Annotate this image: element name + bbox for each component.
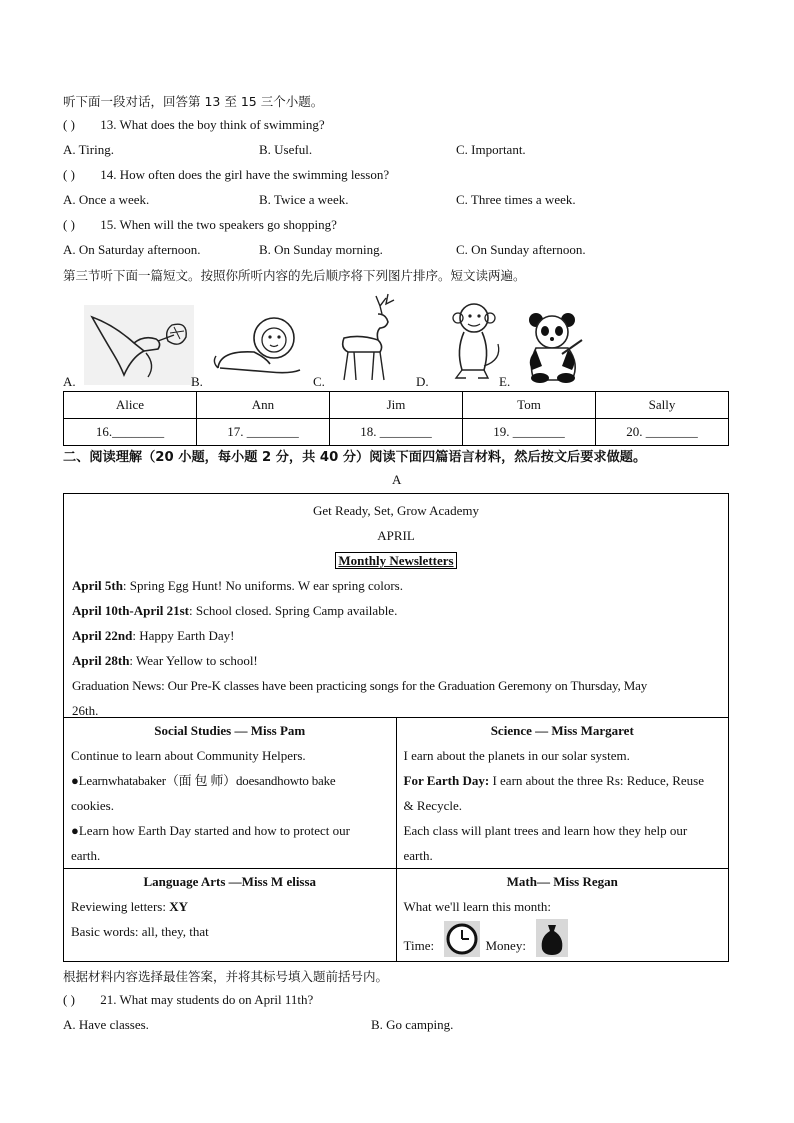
social-studies-cell — [64, 718, 397, 869]
science-line: & Recycle. — [403, 798, 462, 813]
picture-letter-e: E. — [499, 374, 511, 389]
q14-option-b: B. Twice a week. — [259, 192, 349, 207]
graduation-news-cont: 26th. — [72, 703, 99, 718]
q21-option-b: B. Go camping. — [371, 1017, 454, 1032]
q21-option-a: A. Have classes. — [63, 1017, 149, 1032]
social-line: earth. — [71, 848, 101, 863]
picture-letter-d: D. — [416, 374, 429, 389]
language-line: Basic words: all, they, that — [71, 924, 209, 939]
event-text: : Happy Earth Day! — [132, 628, 235, 643]
science-line — [404, 768, 722, 793]
question-15 — [63, 217, 337, 233]
choose-instructions: 根据材料内容选择最佳答案，并将其标号填入题前括号内。 — [63, 969, 389, 984]
deer-icon — [330, 292, 410, 384]
answer-name: Ann — [197, 392, 330, 419]
earth-day-label: For Earth Day: — [403, 773, 490, 788]
event-april-28 — [64, 648, 728, 673]
language-line — [71, 894, 389, 919]
answer-name: Jim — [330, 392, 463, 419]
event-date: April 5th — [72, 578, 123, 593]
question-14 — [63, 167, 389, 183]
question-21-text: 21. What may students do on April 11th? — [100, 992, 314, 1007]
q14-option-a: A. Once a week. — [63, 192, 150, 207]
q13-option-a: A. Tiring. — [63, 142, 114, 157]
graduation-news: Graduation News: Our Pre-K classes have been practicing songs for the Graduation Geremony on Thursday, May — [72, 678, 648, 693]
science-line: I earn about the planets in our solar system. — [403, 748, 630, 763]
event-date: April 28th — [72, 653, 130, 668]
school-name: Get Ready, Set, Grow Academy — [313, 503, 479, 518]
science-line: Each class will plant trees and learn how they help our — [403, 823, 688, 838]
picture-letter-a: A. — [63, 374, 76, 389]
q15-option-b: B. On Sunday morning. — [259, 242, 383, 257]
answer-name: Sally — [596, 392, 729, 419]
math-cell — [396, 869, 729, 962]
q15-option-a: A. On Saturday afternoon. — [63, 242, 201, 257]
question-14-text: 14. How often does the girl have the swimming lesson? — [100, 167, 390, 182]
picture-letter-b: B. — [191, 374, 203, 389]
money-bag-icon — [536, 919, 568, 957]
reading-heading: 二、阅读理解（20 小题，每小题 2 分，共 40 分）阅读下面四篇语言材料，然后按文后要求做题。 — [63, 450, 647, 465]
event-text: : School closed. Spring Camp available. — [189, 603, 398, 618]
question-15-text: 15. When will the two speakers go shopping? — [100, 217, 337, 232]
picture-letter-c: C. — [313, 374, 325, 389]
q13-option-b: B. Useful. — [259, 142, 313, 157]
part3-instructions: 第三节听下面一篇短文。按照你所听内容的先后顺序将下列图片排序。短文读两遍。 — [63, 268, 526, 283]
answer-blank-17[interactable]: 17. ________ — [197, 419, 330, 446]
question-21 — [63, 992, 313, 1008]
language-arts-title: Language Arts —Miss M elissa — [143, 874, 317, 889]
social-line: ●Learnwhatabaker（面 包 师）doesandhowto bake — [71, 773, 336, 788]
event-text: : Wear Yellow to school! — [129, 653, 258, 668]
science-line: earth. — [403, 848, 433, 863]
event-april-5 — [64, 573, 728, 598]
answer-name: Tom — [463, 392, 596, 419]
social-studies-title: Social Studies — Miss Pam — [154, 723, 306, 738]
language-arts-cell — [64, 869, 397, 962]
listening-intro: 听下面一段对话，回答第 13 至 15 三个小题。 — [63, 94, 324, 109]
science-text: I earn about the three Rs: Reduce, Reuse — [489, 773, 704, 788]
newsletter-title: Monthly Newsletters — [335, 552, 456, 569]
newsletter-box — [63, 493, 729, 718]
social-line: Continue to learn about Community Helpers. — [71, 748, 306, 763]
question-13-text: 13. What does the boy think of swimming? — [100, 117, 325, 132]
q14-option-c: C. Three times a week. — [456, 192, 576, 207]
answer-paren[interactable]: ( ) — [63, 992, 75, 1007]
lion-icon — [210, 312, 310, 382]
event-date: April 10th-April 21st — [72, 603, 189, 618]
answer-paren[interactable]: ( ) — [63, 167, 75, 182]
event-date: April 22nd — [72, 628, 133, 643]
class-grid — [63, 717, 729, 962]
monkey-icon — [436, 300, 506, 382]
hummingbird-icon — [84, 305, 194, 385]
clock-icon — [444, 921, 480, 957]
newsletter-month: APRIL — [377, 528, 415, 543]
social-line: ●Learn how Earth Day started and how to protect our — [71, 823, 350, 838]
q13-option-c: C. Important. — [456, 142, 526, 157]
passage-label: A — [392, 472, 402, 487]
answer-name: Alice — [64, 392, 197, 419]
question-13 — [63, 117, 325, 133]
answer-table — [63, 391, 729, 446]
answer-blank-16[interactable]: 16.________ — [64, 419, 197, 446]
math-line: What we'll learn this month: — [403, 899, 551, 914]
money-label: Money: — [485, 938, 526, 953]
science-title: Science — Miss Margaret — [490, 723, 634, 738]
language-text: Reviewing letters: — [71, 899, 170, 914]
math-icons-row — [404, 919, 722, 959]
answer-paren[interactable]: ( ) — [63, 117, 75, 132]
language-letters: XY — [169, 899, 188, 914]
event-april-10 — [64, 598, 728, 623]
science-cell — [396, 718, 729, 869]
event-april-22 — [64, 623, 728, 648]
social-line: cookies. — [71, 798, 114, 813]
answer-blank-20[interactable]: 20. ________ — [596, 419, 729, 446]
answer-blank-19[interactable]: 19. ________ — [463, 419, 596, 446]
answer-paren[interactable]: ( ) — [63, 217, 75, 232]
answer-blank-18[interactable]: 18. ________ — [330, 419, 463, 446]
q15-option-c: C. On Sunday afternoon. — [456, 242, 586, 257]
math-title: Math— Miss Regan — [506, 874, 618, 889]
panda-icon — [522, 310, 592, 384]
event-text: : Spring Egg Hunt! No uniforms. W ear spring colors. — [122, 578, 403, 593]
time-label: Time: — [403, 938, 435, 953]
